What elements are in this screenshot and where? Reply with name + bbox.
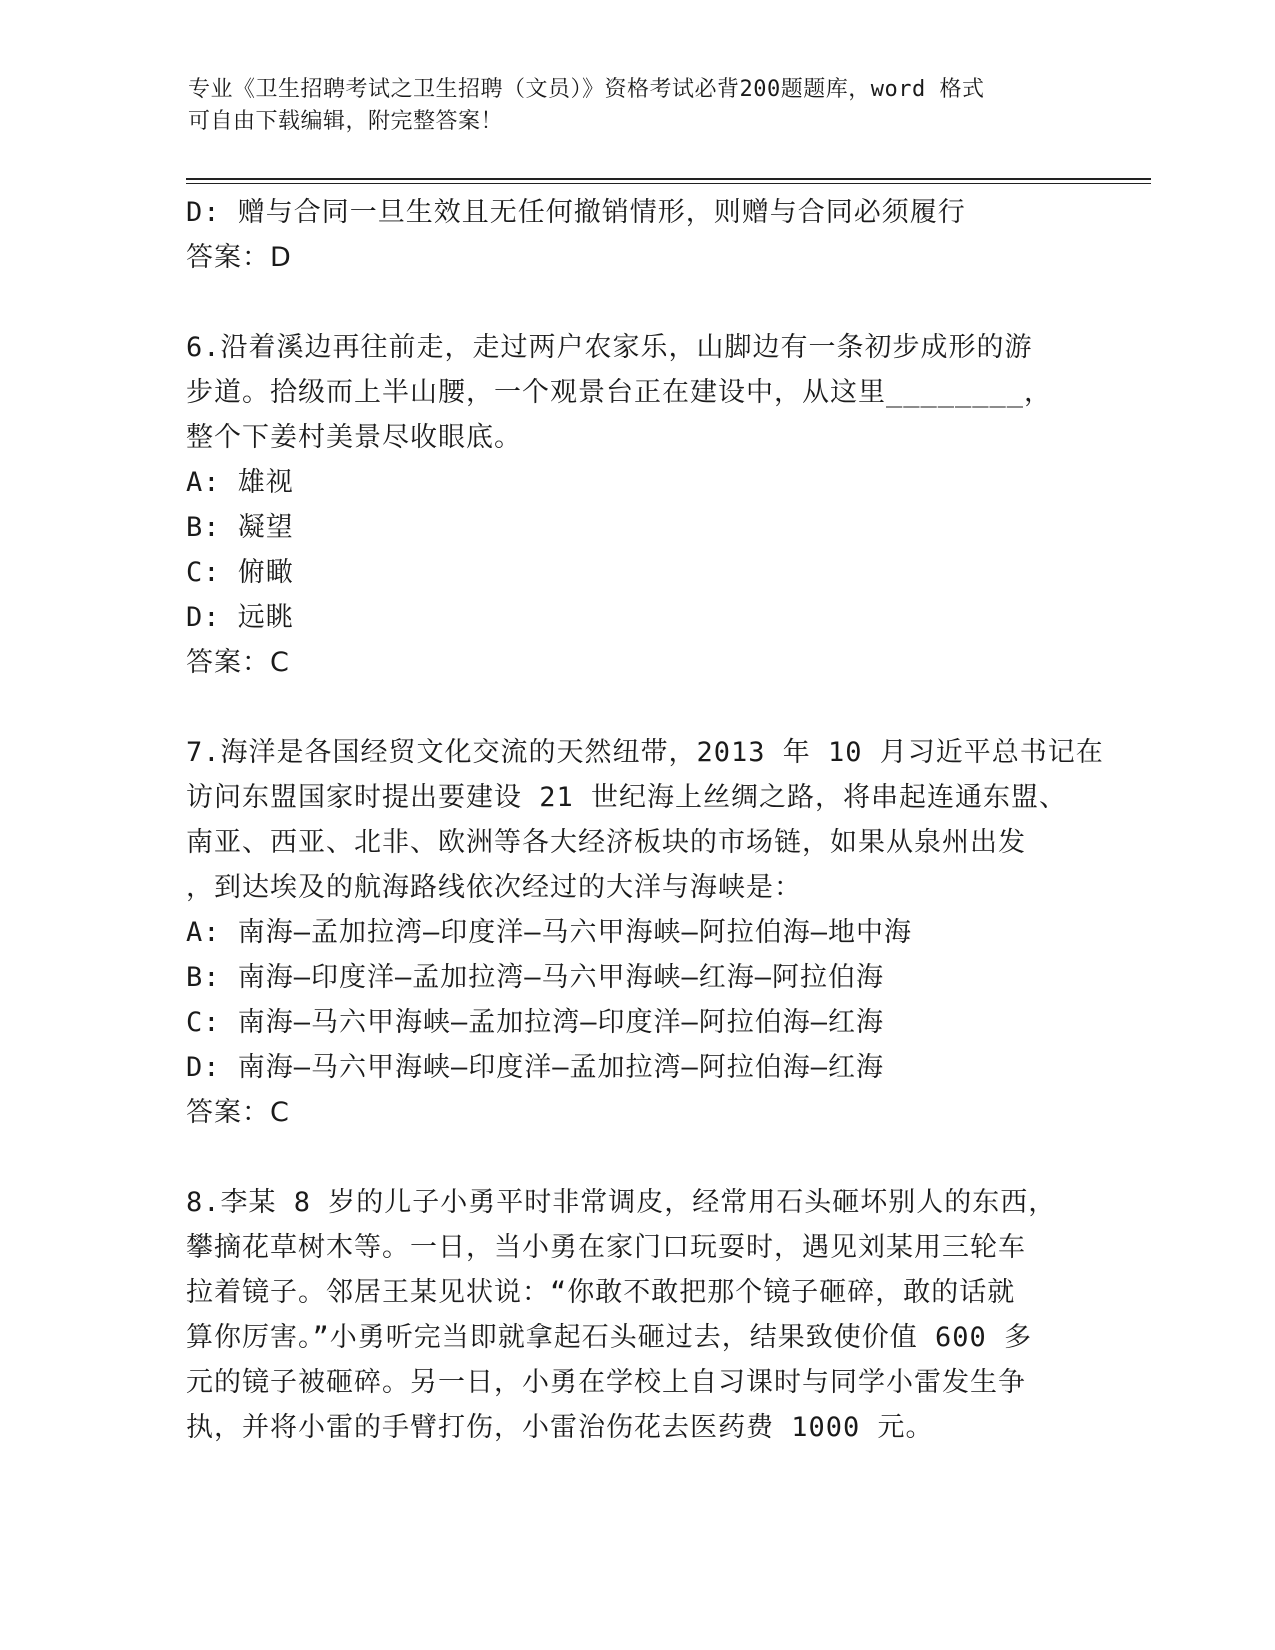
question-stem-line: 整个下姜村美景尽收眼底。	[186, 422, 522, 453]
header-line-2: 可自由下载编辑，附完整答案！	[188, 109, 504, 134]
question-stem-line: 执，并将小雷的手臂打伤，小雷治伤花去医药费 1000 元。	[186, 1412, 934, 1443]
question-7	[186, 730, 1104, 1135]
header-rule-thin	[186, 183, 1151, 184]
option-d: D: 南海—马六甲海峡—印度洋—孟加拉湾—阿拉伯海—红海	[186, 1052, 885, 1083]
page-header	[188, 74, 1088, 138]
question-stem-line: 步道。拾级而上半山腰，一个观景台正在建设中，从这里________，	[186, 377, 1053, 408]
option-a: A: 南海—孟加拉湾—印度洋—马六甲海峡—阿拉伯海—地中海	[186, 917, 913, 948]
header-line-1: 专业《卫生招聘考试之卫生招聘（文员）》资格考试必背200题题库，word 格式	[188, 77, 985, 102]
option-a: A: 雄视	[186, 467, 294, 498]
question-stem-line: 6.沿着溪边再往前走，走过两户农家乐，山脚边有一条初步成形的游	[186, 332, 1033, 363]
question-stem-line: 算你厉害。”小勇听完当即就拿起石头砸过去，结果致使价值 600 多	[186, 1322, 1033, 1353]
document-body	[186, 190, 1104, 1450]
header-rule-thick	[186, 178, 1151, 180]
option-b: B: 南海—印度洋—孟加拉湾—马六甲海峡—红海—阿拉伯海	[186, 962, 885, 993]
answer: 答案：C	[186, 1097, 290, 1128]
question-5-tail	[186, 190, 1086, 280]
question-stem-line: 访问东盟国家时提出要建设 21 世纪海上丝绸之路，将串起连通东盟、	[186, 782, 1068, 813]
question-6	[186, 325, 1086, 685]
answer: 答案：C	[186, 647, 290, 678]
answer: 答案：D	[186, 242, 292, 273]
question-stem-line: 攀摘花草树木等。一日，当小勇在家门口玩耍时，遇见刘某用三轮车	[186, 1232, 1026, 1263]
option-d: D: 赠与合同一旦生效且无任何撤销情形，则赠与合同必须履行	[186, 197, 966, 228]
question-stem-line: ，到达埃及的航海路线依次经过的大洋与海峡是：	[186, 872, 802, 903]
option-b: B: 凝望	[186, 512, 294, 543]
option-d: D: 远眺	[186, 602, 294, 633]
option-c: C: 南海—马六甲海峡—孟加拉湾—印度洋—阿拉伯海—红海	[186, 1007, 885, 1038]
question-stem-line: 7.海洋是各国经贸文化交流的天然纽带，2013 年 10 月习近平总书记在	[186, 737, 1104, 768]
option-c: C: 俯瞰	[186, 557, 294, 588]
question-stem-line: 拉着镜子。邻居王某见状说：“你敢不敢把那个镜子砸碎，敢的话就	[186, 1277, 1016, 1308]
question-8	[186, 1180, 1086, 1450]
question-stem-line: 8.李某 8 岁的儿子小勇平时非常调皮，经常用石头砸坏别人的东西，	[186, 1187, 1057, 1218]
question-stem-line: 元的镜子被砸碎。另一日，小勇在学校上自习课时与同学小雷发生争	[186, 1367, 1026, 1398]
question-stem-line: 南亚、西亚、北非、欧洲等各大经济板块的市场链，如果从泉州出发	[186, 827, 1026, 858]
